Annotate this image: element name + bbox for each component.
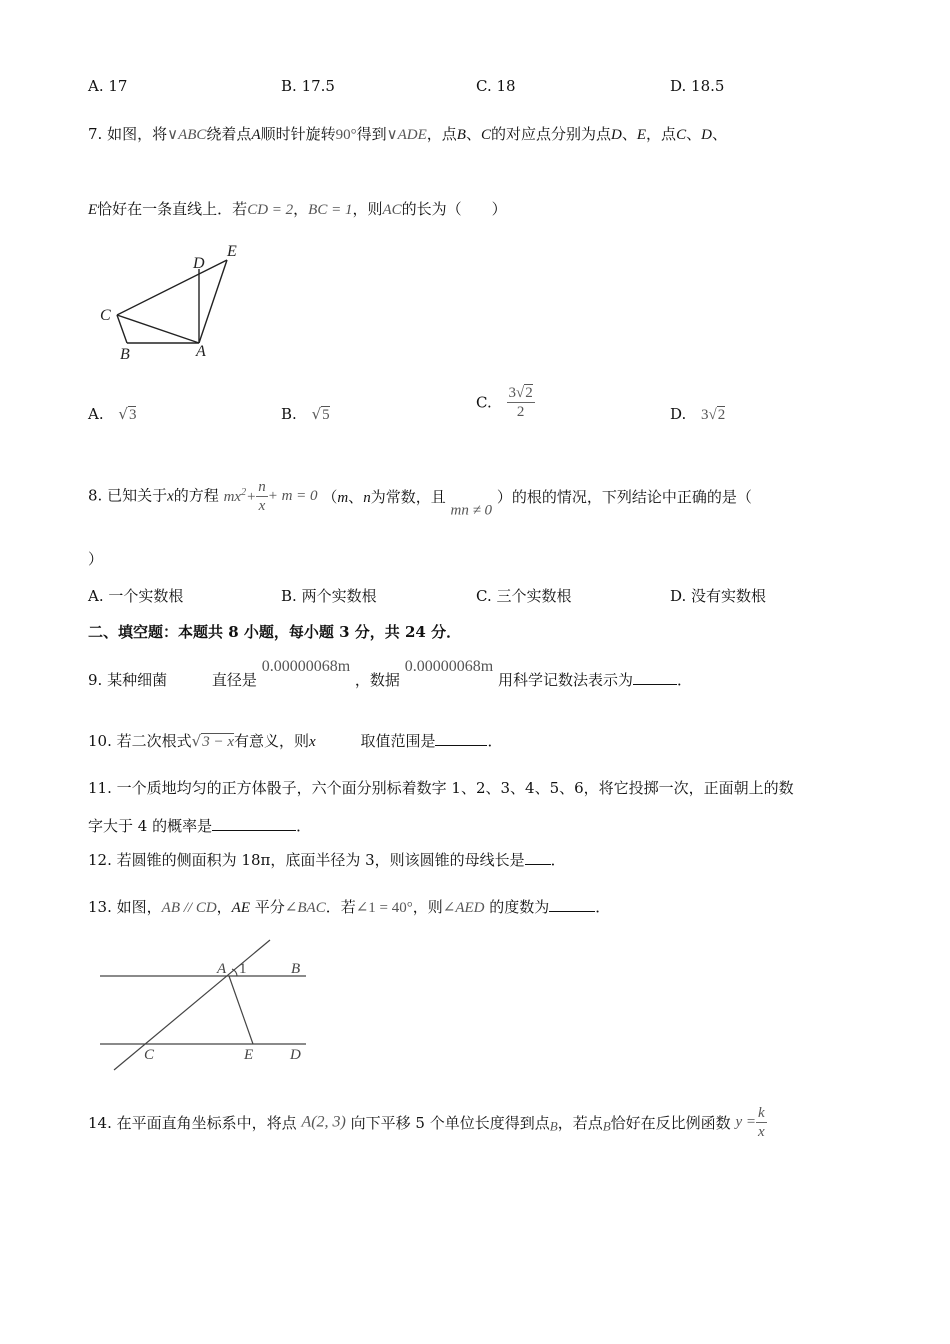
- label-e: E: [244, 1047, 254, 1063]
- q7-option-b: B. √5: [281, 405, 330, 423]
- label-a: A: [196, 343, 206, 360]
- label-b: B: [291, 961, 301, 977]
- q8-option-c: C. 三个实数根: [476, 587, 572, 605]
- q6-option-c: C. 18: [476, 77, 516, 95]
- q7-line2: E恰好在一条直线上．若CD = 2，BC = 1，则AC的长为（ ）: [88, 200, 507, 218]
- q8-option-a: A. 一个实数根: [88, 587, 184, 605]
- label-c: C: [144, 1047, 155, 1063]
- label-1: 1: [239, 961, 247, 977]
- q7-line1: 7. 如图，将∨ABC绕着点A顺时针旋转90°得到∨ADE，点B、C的对应点分别为点D、E，点C、D、: [88, 125, 727, 143]
- label-d: D: [290, 1047, 301, 1063]
- q6-option-b: B. 17.5: [281, 77, 335, 95]
- q8-line1: 8. 已知关于x的方程 $mx^2+$ $\frac{n}{x}$ + m = 0 （m、n为常数，且 mn ≠ 0 ）的根的情况，下列结论中正确的是（: [88, 479, 752, 519]
- q11-line2: 字大于 4 的概率是 ．: [88, 817, 312, 835]
- label-c: C: [100, 307, 111, 324]
- q14-line: 14. 在平面直角坐标系中，将点 A(2, 3) 向下平移 5 个单位长度得到点B，若点B恰好在反比例函数 y = $\frac{k}{x}$: [88, 1105, 765, 1140]
- segment-cb: [117, 315, 127, 343]
- q7-option-a: A. √3: [88, 405, 137, 423]
- q13-figure: [98, 938, 318, 1074]
- q7-option-d: D. 3√2: [670, 405, 726, 423]
- segment-ae: [229, 976, 253, 1044]
- q7-figure: [95, 238, 255, 363]
- q12-line: 12. 若圆锥的侧面积为 18π，底面半径为 3，则该圆锥的母线长是 ．: [88, 851, 566, 869]
- q6-option-d: D. 18.5: [670, 77, 725, 95]
- q11-line1: 11. 一个质地均匀的正方体骰子，六个面分别标着数字 1、2、3、4、5、6，将它投掷一次，正面朝上的数: [88, 779, 794, 797]
- angle-1-arc: [232, 969, 237, 976]
- q13-line: 13. 如图，AB // CD，AE 平分∠BAC．若∠1 = 40°，则∠AED 的度数为 ．: [88, 898, 611, 916]
- label-d: D: [193, 255, 205, 272]
- q8-line2: ）: [88, 550, 104, 568]
- label-a: A: [217, 961, 227, 977]
- q10-line: 10. 若二次根式√3 − x有意义，则x 取值范围是 ．: [88, 732, 503, 750]
- q8-option-d: D. 没有实数根: [670, 587, 767, 605]
- q8-option-b: B. 两个实数根: [281, 587, 377, 605]
- label-e: E: [227, 243, 237, 260]
- q9-line: 9. 某种细菌 直径是 0.00000068m ，数据 0.00000068m 用科学记数法表示为 ．: [88, 658, 692, 689]
- q6-option-a: A. 17: [88, 77, 128, 95]
- label-b: B: [120, 346, 130, 363]
- q7-option-c: C. $\frac{3√2}{2}$: [476, 385, 533, 420]
- segment-ca: [117, 315, 199, 343]
- section-2-title: 二、填空题：本题共 8 小题，每小题 3 分，共 24 分．: [88, 623, 462, 641]
